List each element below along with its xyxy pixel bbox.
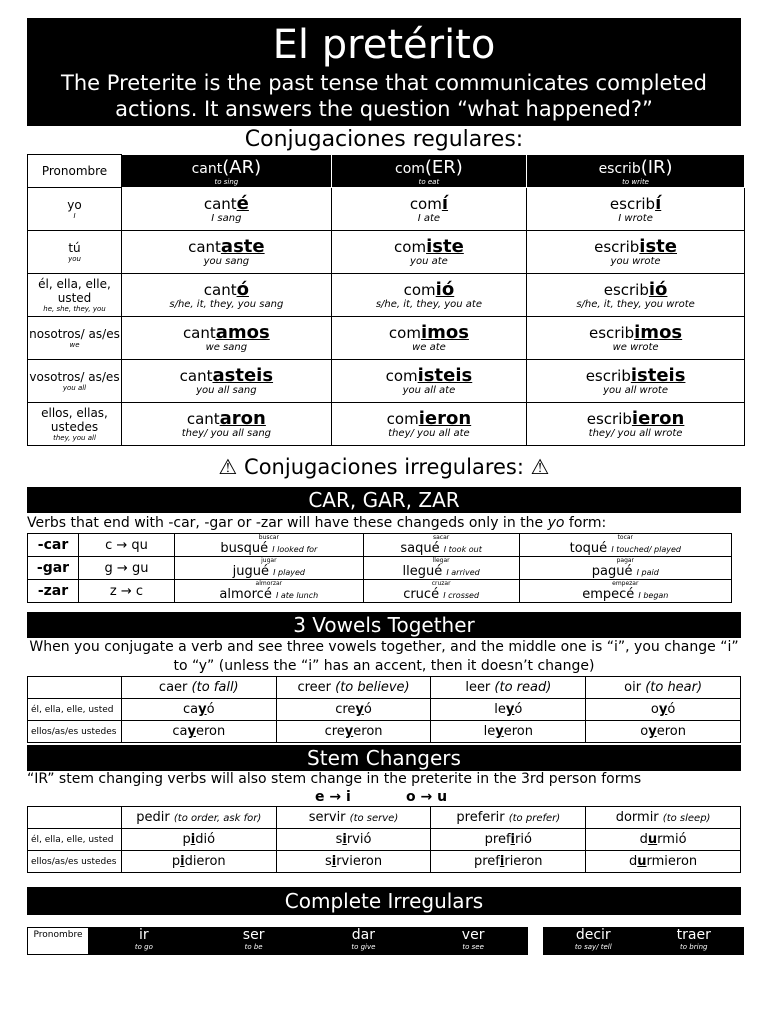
regular-table (27, 154, 745, 446)
table-row (28, 557, 732, 580)
irregular-verb-header: dar to give (351, 927, 376, 951)
table-row (28, 317, 745, 360)
change-cell: g → gu (79, 557, 175, 580)
conjugation-cell: creyeron (276, 721, 431, 743)
conjugation-cell: comió s/he, it, they, you ate (331, 274, 526, 317)
conjugation-cell: prefirieron (431, 851, 586, 873)
irregular-verb-header: ir to go (134, 927, 153, 951)
conjugation-cell: creyó (276, 699, 431, 721)
conjugation-cell: cantasteis you all sang (122, 360, 332, 403)
table-row (28, 534, 732, 557)
complete-band: Complete Irregulars (27, 887, 741, 915)
verb-cell: cruzar crucé I crossed (363, 580, 519, 603)
table-row (28, 274, 745, 317)
complete-header-b (543, 927, 744, 955)
verb-header: oir (to hear) (586, 677, 741, 699)
irregular-heading: ⚠ Conjugaciones irregulares: ⚠ (218, 455, 550, 479)
row-label: ellos/as/es ustedes (28, 851, 122, 873)
irregular-verb-header: traer to bring (676, 927, 711, 951)
table-header-row (28, 807, 741, 829)
conjugation-cell: escribieron they/ you all wrote (527, 403, 745, 446)
vowels-table (27, 676, 741, 743)
pronoun-cell: ellos, ellas, ustedes they, you all (28, 403, 122, 446)
irregular-verb-header: ver to see (461, 927, 485, 951)
conjugation-cell: cayeron (121, 721, 276, 743)
conjugation-cell: comí I ate (331, 188, 526, 231)
col-ir-header: escrib(IR) to write (527, 155, 745, 188)
conjugation-cell: comisteis you all ate (331, 360, 526, 403)
stem-note: “IR” stem changing verbs will also stem change in the preterite in the 3rd person forms (27, 771, 642, 787)
conjugation-cell: cantamos we sang (122, 317, 332, 360)
conjugation-cell: sirvió (276, 829, 431, 851)
irregular-verb-header: ser to be (242, 927, 265, 951)
verb-header: pedir (to order, ask for) (121, 807, 276, 829)
table-row (28, 360, 745, 403)
row-label: él, ella, elle, usted (28, 699, 122, 721)
row-label: ellos/as/es ustedes (28, 721, 122, 743)
stem-table (27, 806, 741, 873)
conjugation-cell: cayó (121, 699, 276, 721)
conjugation-cell: comiste you ate (331, 231, 526, 274)
vowels-band: 3 Vowels Together (27, 612, 741, 638)
czg-table (27, 533, 732, 603)
conjugation-cell: canté I sang (122, 188, 332, 231)
regular-heading: Conjugaciones regulares: (244, 127, 524, 152)
col-er-header: com(ER) to eat (331, 155, 526, 188)
verb-header: caer (to fall) (121, 677, 276, 699)
col-ar-header: cant(AR) to sing (122, 155, 332, 188)
conjugation-cell: cantó s/he, it, they, you sang (122, 274, 332, 317)
conjugation-cell: prefirió (431, 829, 586, 851)
conjugation-cell: cantaron they/ you all sang (122, 403, 332, 446)
conjugation-cell: escribimos we wrote (527, 317, 745, 360)
table-row (28, 188, 745, 231)
stem-rule-ou: o → u (406, 789, 448, 805)
conjugation-cell: oyó (586, 699, 741, 721)
conjugation-cell: escribiste you wrote (527, 231, 745, 274)
verb-cell: sacar saqué I took out (363, 534, 519, 557)
verb-cell: almorzar almorcé I ate lunch (175, 580, 364, 603)
czg-band: CAR, GAR, ZAR (27, 487, 741, 513)
page-subtitle: The Preterite is the past tense that communicates completed actions. It answers the question “what happened?” (61, 71, 707, 121)
czg-note: Verbs that end with -car, -gar or -zar will have these changeds only in the yo form: (27, 515, 607, 531)
verb-header: servir (to serve) (276, 807, 431, 829)
stem-rule-ei: e → i (315, 789, 351, 805)
verb-cell: buscar busqué I looked for (175, 534, 364, 557)
conjugation-cell: comimos we ate (331, 317, 526, 360)
pronoun-cell: nosotros/ as/es we (28, 317, 122, 360)
conjugation-cell: sirvieron (276, 851, 431, 873)
warning-icon: ⚠ (530, 455, 550, 479)
conjugation-cell: oyeron (586, 721, 741, 743)
table-header-row (28, 677, 741, 699)
conjugation-cell: leyeron (431, 721, 586, 743)
pronoun-cell: vosotros/ as/es you all (28, 360, 122, 403)
pronoun-cell: yo I (28, 188, 122, 231)
verb-header: dormir (to sleep) (586, 807, 741, 829)
stem-band: Stem Changers (27, 745, 741, 771)
conjugation-cell: pidió (121, 829, 276, 851)
verb-cell: tocar toqué I touched/ played (519, 534, 731, 557)
table-row (28, 580, 732, 603)
ending-cell: -gar (28, 557, 79, 580)
warning-icon: ⚠ (218, 455, 238, 479)
table-row (28, 829, 741, 851)
table-row (28, 699, 741, 721)
conjugation-cell: durmió (586, 829, 741, 851)
change-cell: c → qu (79, 534, 175, 557)
ending-cell: -zar (28, 580, 79, 603)
title-banner (27, 18, 741, 126)
change-cell: z → c (79, 580, 175, 603)
conjugation-cell: escribió s/he, it, they, you wrote (527, 274, 745, 317)
verb-cell: llegar llegué I arrived (363, 557, 519, 580)
page-title: El pretérito (272, 22, 496, 68)
verb-header: leer (to read) (431, 677, 586, 699)
table-row (28, 231, 745, 274)
row-label: él, ella, elle, usted (28, 829, 122, 851)
ending-cell: -car (28, 534, 79, 557)
verb-cell: pagar pagué I paid (519, 557, 731, 580)
pronombre-header: Pronombre (28, 155, 122, 188)
table-row (28, 851, 741, 873)
complete-header-a (89, 927, 528, 955)
conjugation-cell: comieron they/ you all ate (331, 403, 526, 446)
irregular-verb-header: decir to say/ tell (574, 927, 612, 951)
conjugation-cell: escribí I wrote (527, 188, 745, 231)
table-row (28, 721, 741, 743)
pronoun-cell: él, ella, elle, usted he, she, they, you (28, 274, 122, 317)
verb-cell: empezar empecé I began (519, 580, 731, 603)
pronoun-cell: tú you (28, 231, 122, 274)
verb-cell: jugar jugué I played (175, 557, 364, 580)
conjugation-cell: leyó (431, 699, 586, 721)
table-row (28, 403, 745, 446)
verb-header: preferir (to prefer) (431, 807, 586, 829)
complete-pronombre-header: Pronombre (27, 927, 89, 955)
vowels-note: When you conjugate a verb and see three vowels together, and the middle one is “i”, you change “i” to “y” (unless the “i” has an accent, then it doesn’t change) (29, 639, 739, 674)
verb-header: creer (to believe) (276, 677, 431, 699)
conjugation-cell: escribisteis you all wrote (527, 360, 745, 403)
conjugation-cell: cantaste you sang (122, 231, 332, 274)
conjugation-cell: pidieron (121, 851, 276, 873)
conjugation-cell: durmieron (586, 851, 741, 873)
